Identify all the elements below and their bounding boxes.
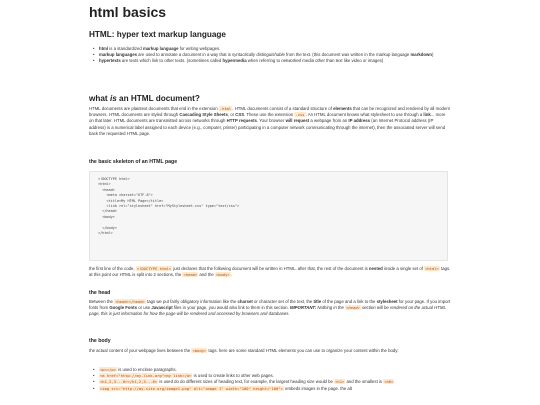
list-item: • <p></p> is used to enclose paragraphs. — [89, 367, 451, 373]
section-heading-what: what is an HTML document? — [89, 94, 200, 103]
head-paragraph: Between the <head></head> tags we put fairly obligatory information like the charset or character set of the text, the title of the page and a link to the stylesheet for your page. If you import fonts from Google Fonts or use Javascript files in your page, you would also link to them in this section. IMPORTANT: Nothing in the <head> section will be rendered on the actual HTML page, this is just information for how the page will be rendered and accessed by browsers and databases. — [89, 299, 451, 317]
list-item: • <img src="http://my-site.org/image1.png" alt="image 1" width="100" height="100"> embeds images in the page. the alt — [89, 386, 451, 392]
body-paragraph: the actual content of your webpage lives between the <body> tags. here are some standard HTML elements you can use to organize your content within the body: — [89, 348, 399, 353]
code-content: <!DOCTYPE html> <html> <head> <meta charset="UTF-8"> <title>My HTML Page</title> <link rel="stylesheet" href="MyStylesheet.css" type="text/css"> </head> <body> </body> </html> — [98, 177, 240, 236]
section-heading-head: the head — [89, 290, 111, 296]
body-elements-list — [89, 367, 451, 392]
list-item: • hypertexts are texts which link to other texts. (sometimes called hypermedia when referring to networked media other than text like video or images) — [89, 58, 451, 64]
what-paragraph: HTML documents are plaintext documents that end in the extension .html. HTML documents consist of a standard structure of elements that can be recognized and rendered by all modern browsers. HTML documents are styled through Cascading Style Sheets, or CSS. These use the extension .css. An HTML document knows what stylesheet to use through a link... more on that later. HTML documents are transmitted across networks through HTTP requests. Your browser will request a webpage from an IP address (an Internet Protocol address (IP address) is a numerical label assigned to each device (e.g., computer, printer) participating in a computer network communicating through the internet), then the associated server will send back the requested HTML page. — [89, 106, 451, 136]
section-heading-body: the body — [89, 338, 111, 344]
list-item: • <h1,2,3...6></h1,2,3...6> is used do do different sizes of heading text, for example, the largest heading size would be <h1> and the smallest is <h6> — [89, 379, 451, 385]
page-title: html basics — [89, 4, 167, 20]
code-block — [89, 171, 448, 261]
hypertext-list — [89, 46, 451, 65]
skeleton-after-paragraph: the first line of the code, <!DOCTYPE html> just declares that the following document will be written in HTML. after that, the rest of the document is nested inside a single set of <html> tags. at this point our HTML is split into 2 sections, the <head> and the <body>. — [89, 266, 451, 278]
list-item: • <a href="http://my-link.org">my link</a> is used to create links to other web pages. — [89, 373, 451, 379]
section-heading-hypertext: HTML: hyper text markup language — [89, 30, 226, 39]
list-item: • markup languages are used to annotate a document in a way that is syntactically distinguishable from the text. (this document was written in the markup language markdown) — [89, 52, 451, 58]
list-item: • html is a standardized markup language for writing webpages. — [89, 46, 451, 52]
section-heading-skeleton: the basic skeleton of an HTML page — [89, 159, 178, 165]
